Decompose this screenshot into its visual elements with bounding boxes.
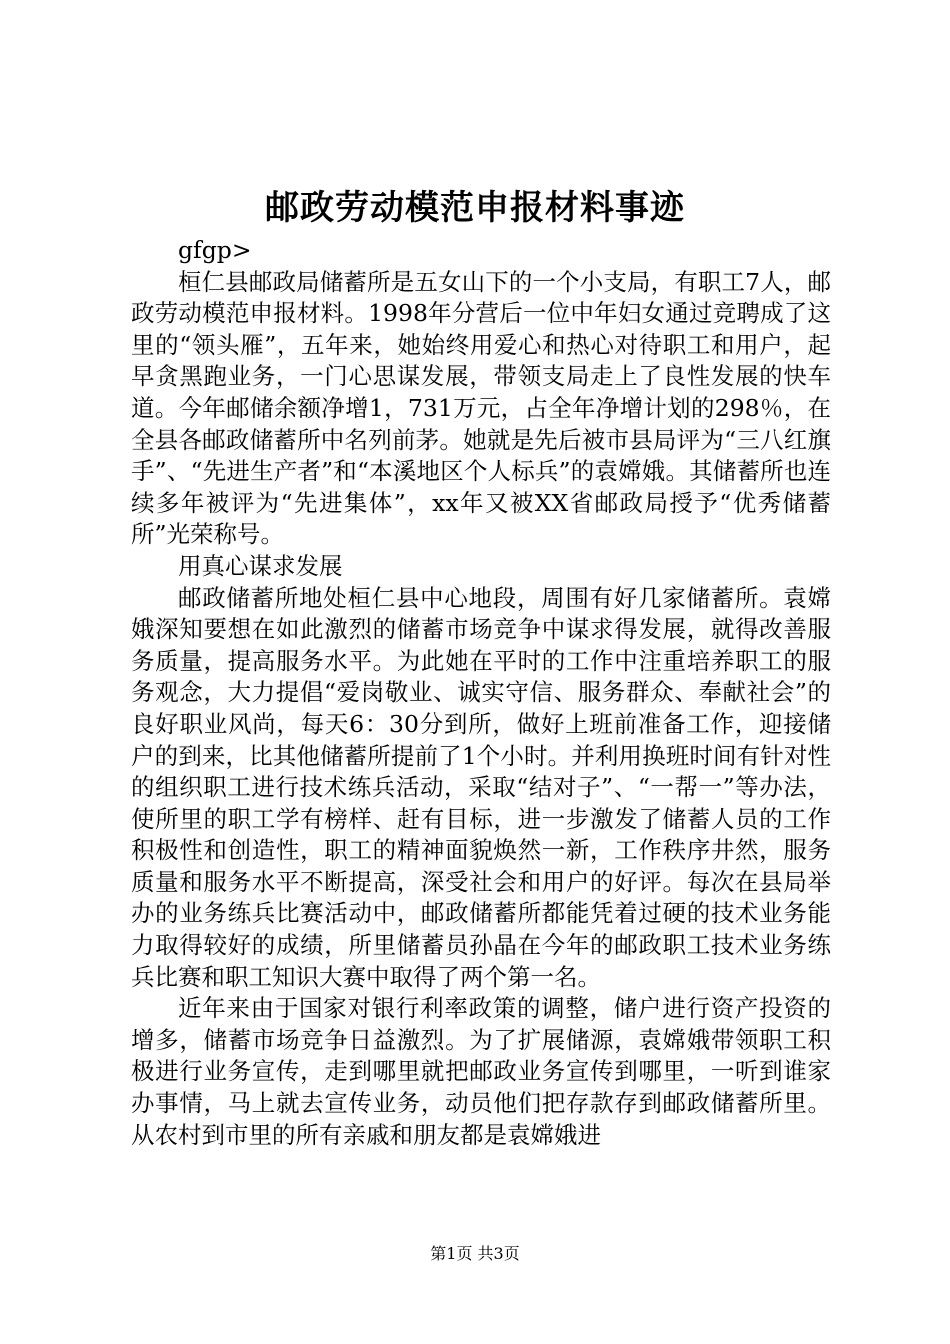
- section-paragraph-1: 邮政储蓄所地处桓仁县中心地段，周围有好几家储蓄所。袁嫦娥深知要想在如此激烈的储蓄市场竞争中谋求得发展，就得改善服务质量，提高服务水平。为此她在平时的工作中注重培养职工的服务观念，大力提倡“爱岗敬业、诚实守信、服务群众、奉献社会”的良好职业风尚，每天6：30分到所，做好上班前准备工作，迎接储户的到来，比其他储蓄所提前了1个小时。并利用换班时间有针对性的组织职工进行技术练兵活动，采取“结对子”、“一帮一”等办法，使所里的职工学有榜样、赶有目标，进一步激发了储蓄人员的工作积极性和创造性，职工的精神面貌焕然一新，工作秩序井然，服务质量和服务水平不断提高，深受社会和用户的好评。每次在县局举办的业务练兵比赛活动中，邮政储蓄所都能凭着过硬的技术业务能力取得较好的成绩，所里储蓄员孙晶在今年的邮政职工技术业务练兵比赛和职工知识大赛中取得了两个第一名。: [131, 583, 831, 991]
- document-title: 邮政劳动模范申报材料事迹: [265, 188, 685, 228]
- document-body: [131, 235, 831, 1151]
- page-footer: 第1页 共3页: [430, 1244, 520, 1263]
- section-heading: 用真心谋求发展: [178, 551, 343, 580]
- section-paragraph-2: 近年来由于国家对银行利率政策的调整，储户进行资产投资的增多，储蓄市场竞争日益激烈。为了扩展储源，袁嫦娥带领职工积极进行业务宣传，走到哪里就把邮政业务宣传到哪里，一听到谁家办事情，马上就去宣传业务，动员他们把存款存到邮政储蓄所里。从农村到市里的所有亲戚和朋友都是袁嫦娥进: [131, 994, 831, 1149]
- tag-line: gfgp>: [178, 236, 252, 264]
- intro-paragraph: 桓仁县邮政局储蓄所是五女山下的一个小支局，有职工7人，邮政劳动模范申报材料。1998年分营后一位中年妇女通过竞聘成了这里的“领头雁”，五年来，她始终用爱心和热心对待职工和用户，起早贪黑跑业务，一门心思谋发展，带领支局走上了良性发展的快车道。今年邮储余额净增1，731万元，占全年净增计划的298％，在全县各邮政储蓄所中名列前茅。她就是先后被市县局评为“三八红旗手”、“先进生产者”和“本溪地区个人标兵”的袁嫦娥。其储蓄所也连续多年被评为“先进集体”，xx年又被XX省邮政局授予“优秀储蓄所”光荣称号。: [131, 267, 831, 549]
